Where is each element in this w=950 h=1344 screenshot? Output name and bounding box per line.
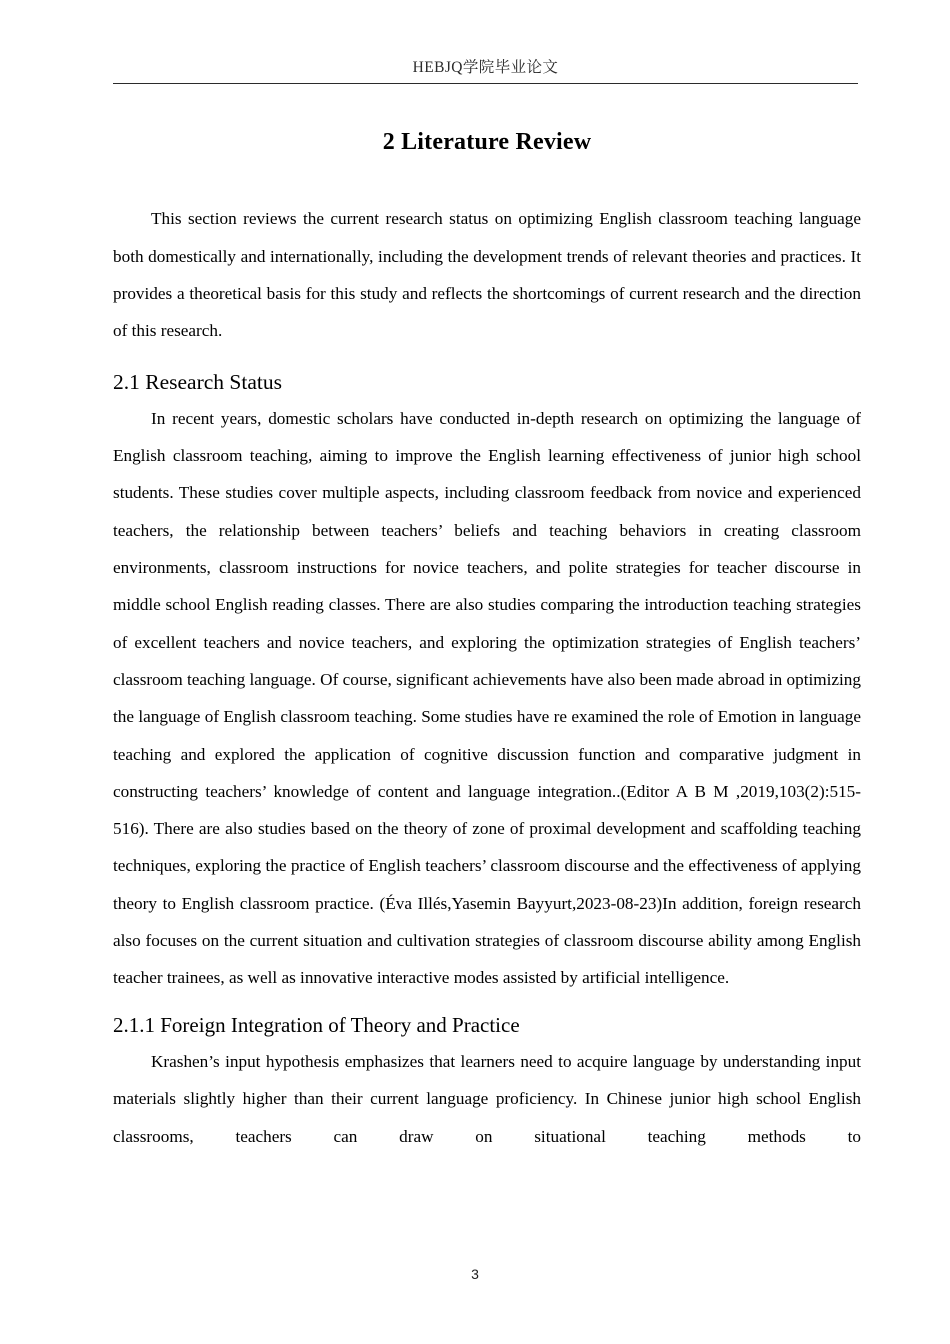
research-status-paragraph: In recent years, domestic scholars have conducted in-depth research on optimizing the language of English classroom teaching, aiming to improve the English learning effectiveness of junior high school students. These studies cover multiple aspects, including classroom feedback from novice and experienced teachers, the relationship between teachers’ beliefs and teaching behaviors in creating classroom environments, classroom instructions for novice teachers, and polite strategies for teacher discourse in middle school English reading classes. There are also studies comparing the introduction teaching strategies of excellent teachers and novice teachers, and exploring the optimization strategies of English teachers’ classroom teaching language. Of course, significant achievements have also been made abroad in optimizing the language of English classroom teaching. Some studies have re examined the role of Emotion in language teaching and explored the application of cognitive discussion function and comparative judgment in constructing teachers’ knowledge of content and language integration..(Editor A B M ,2019,103(2):515-516). There are also studies based on the theory of zone of proximal development and scaffolding teaching techniques, exploring the practice of English teachers’ classroom discourse and the effectiveness of applying theory to English classroom practice. (Éva Illés,Yasemin Bayyurt,2023-08-23)In addition, foreign research also focuses on the current situation and cultivation strategies of classroom discourse ability among English teacher trainees, as well as innovative interactive modes assisted by artificial intelligence. <box>113 408 861 988</box>
page-number: 3 <box>471 1266 479 1282</box>
chapter-title: 2 Literature Review <box>382 129 592 155</box>
intro-paragraph: This section reviews the current research status on optimizing English classroom teaching language both domestically and internationally, including the development trends of relevant theories and practices. It provides a theoretical basis for this study and reflects the shortcomings of current research and the direction of this research. <box>113 209 861 341</box>
running-header-text: HEBJQ学院毕业论文 <box>412 59 559 76</box>
page-content <box>113 112 861 1155</box>
section-heading-research-status: 2.1 Research Status <box>113 369 282 394</box>
header-divider <box>113 83 858 84</box>
section-heading-foreign-integration: 2.1.1 Foreign Integration of Theory and Practice <box>113 1012 520 1037</box>
running-header <box>113 58 858 84</box>
foreign-integration-paragraph: Krashen’s input hypothesis emphasizes that learners need to acquire language by understanding input materials slightly higher than their current language proficiency. In Chinese junior high school English classrooms, teachers can draw on situational teaching methods to <box>113 1052 861 1146</box>
